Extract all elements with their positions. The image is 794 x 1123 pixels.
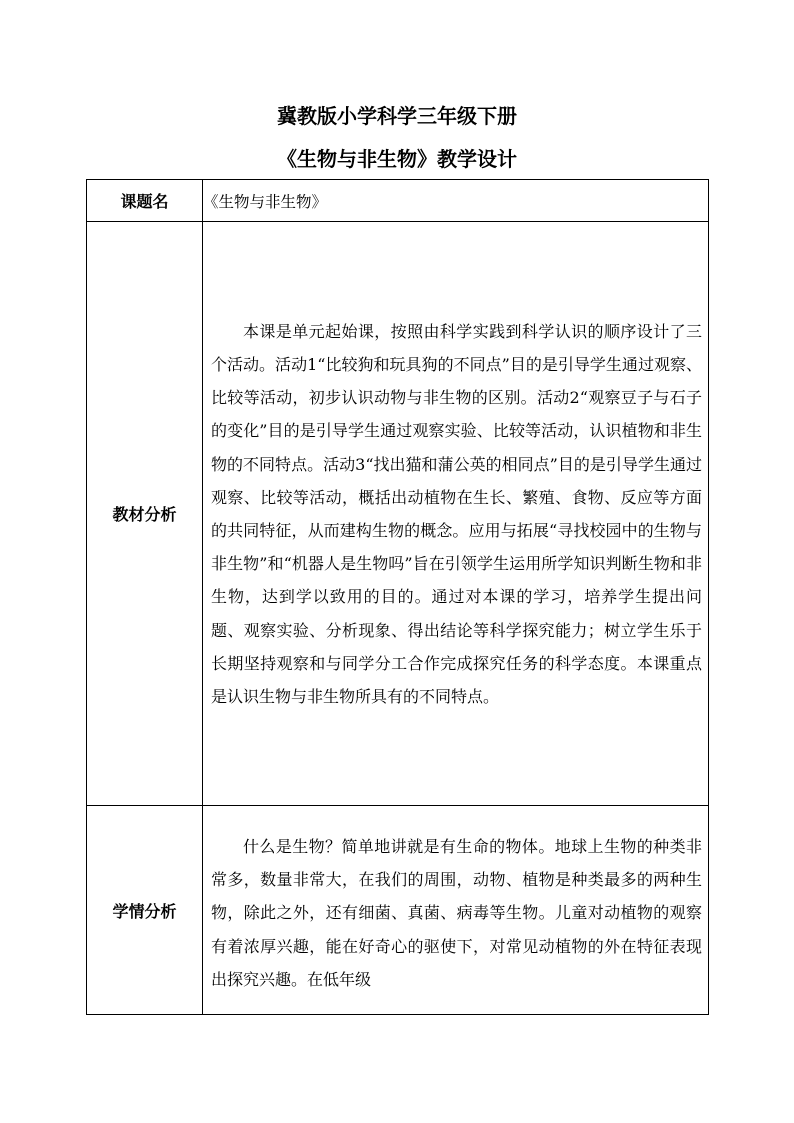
row-label-textbook-analysis: 教材分析 <box>87 222 203 806</box>
textbook-analysis-cell <box>203 222 709 806</box>
student-analysis-cell <box>203 806 709 1015</box>
lesson-plan-table <box>86 179 709 1015</box>
textbook-analysis-text: 本课是单元起始课，按照由科学实践到科学认识的顺序设计了三个活动。活动1“比较狗和玩具狗的不同点”目的是引导学生通过观察、比较等活动，初步认识动物与非生物的区别。活动2“观察豆子与石子的变化”目的是引导学生通过观察实验、比较等活动，认识植物和非生物的不同特点。活动3“找出猫和蒲公英的相同点”目的是引导学生通过观察、比较等活动，概括出动植物在生长、繁殖、食物、反应等方面的共同特征，从而建构生物的概念。应用与拓展“寻找校园中的生物与非生物”和“机器人是生物吗”旨在引领学生运用所学知识判断生物和非生物，达到学以致用的目的。通过对本课的学习，培养学生提出问题、观察实验、分析现象、得出结论等科学探究能力；树立学生乐于长期坚持观察和与同学分工合作完成探究任务的科学态度。本课重点是认识生物与非生物所具有的不同特点。 <box>211 321 702 707</box>
table-row-textbook-analysis <box>87 222 709 806</box>
table-row-student-analysis <box>87 806 709 1015</box>
document-title: 冀教版小学科学三年级下册 <box>277 104 517 128</box>
table-row-topic <box>87 180 709 222</box>
topic-content: 《生物与非生物》 <box>203 180 709 222</box>
student-analysis-text: 什么是生物？简单地讲就是有生命的物体。地球上生物的种类非常多，数量非常大，在我们的周围，动物、植物是种类最多的两种生物，除此之外，还有细菌、真菌、病毒等生物。儿童对动植物的观察有着浓厚兴趣，能在好奇心的驱使下，对常见动植物的外在特征表现出探究兴趣。在低年级 <box>211 836 702 989</box>
row-label-topic: 课题名 <box>87 180 203 222</box>
row-label-student-analysis: 学情分析 <box>87 806 203 1015</box>
document-subtitle: 《生物与非生物》教学设计 <box>277 147 517 171</box>
